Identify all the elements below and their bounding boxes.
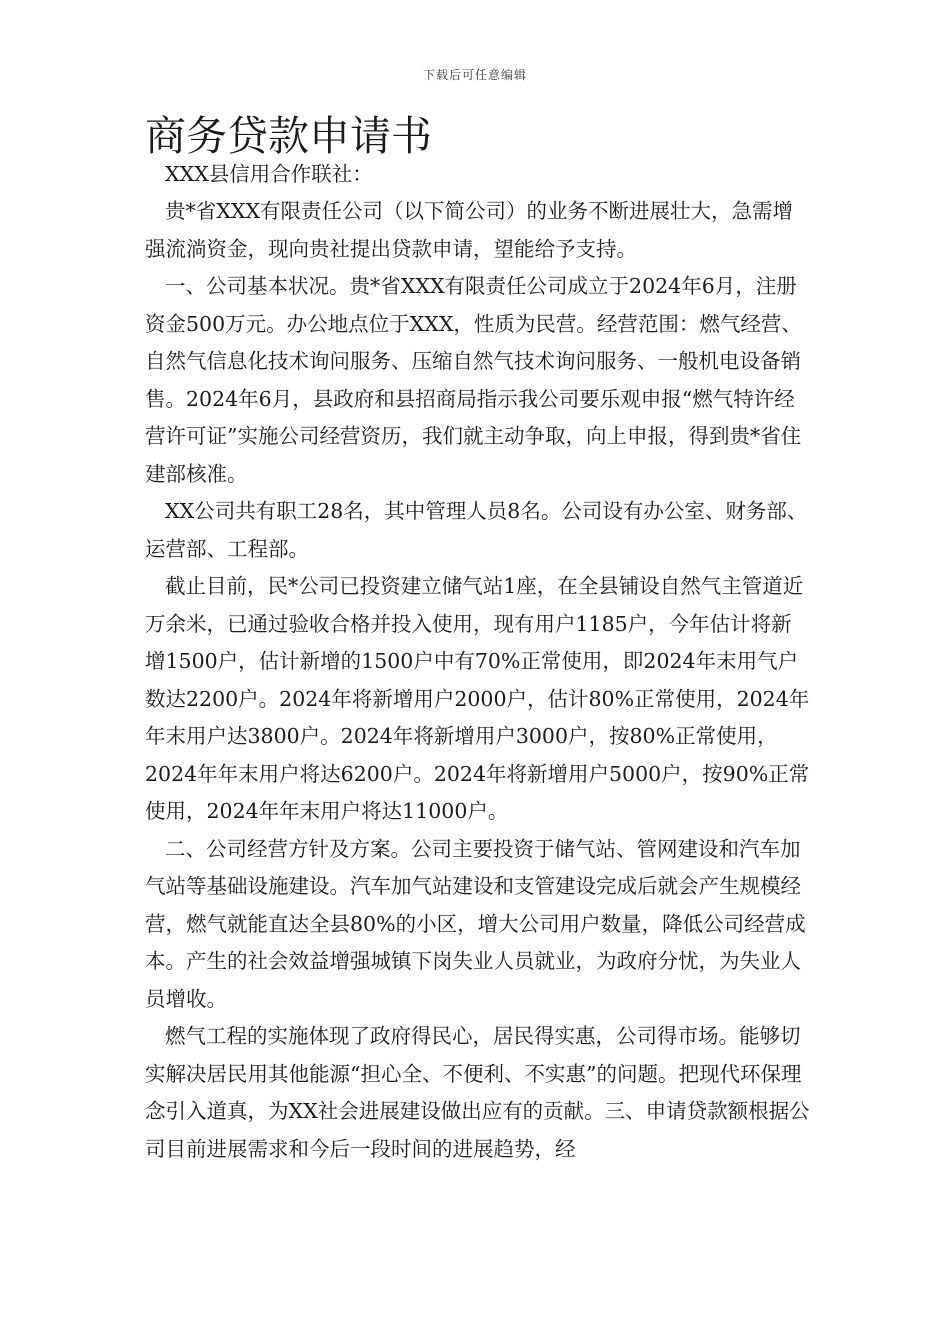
page-header-note: 下载后可任意编辑 xyxy=(422,68,527,82)
paragraph-benefits: 燃气工程的实施体现了政府得民心，居民得实惠，公司得市场。能够切实解决居民用其他能源“担心全、不便利、不实惠”的问题。把现代环保理念引入道真，为XX社会进展建设做出应有的贡献。三、申请贷款额根据公司目前进展需求和今后一段时间的进展趋势，经 xyxy=(145,1024,810,1161)
paragraph-users-forecast: 截止目前，民*公司已投资建立储气站1座，在全县铺设自然气主管道近万余米，已通过验收合格并投入使用，现有用户1185户，今年估计将新增1500户，估计新增的1500户中有70%正常使用，即2024年末用气户数达2200户。2024年将新增用户2000户，估计80%正常使用，2024年年末用户达3800户。2024年将新增用户3000户，按80%正常使用，2024年年末用户将达6200户。2024年将新增用户5000户，按90%正常使用，2024年年末用户将达11000户。 xyxy=(145,574,810,823)
paragraph-staff: XX公司共有职工28名，其中管理人员8名。公司设有办公室、财务部、运营部、工程部。 xyxy=(145,499,808,561)
document-title: 商务贷款申请书 xyxy=(145,112,432,160)
document-body xyxy=(145,112,810,1168)
paragraph-business-plan: 二、公司经营方针及方案。公司主要投资于储气站、管网建设和汽车加气站等基础设施建设。汽车加气站建设和支管建设完成后就会产生规模经营，燃气就能直达全县80%的小区，增大公司用户数量，降低公司经营成本。产生的社会效益增强城镇下岗失业人员就业，为政府分忧，为失业人员增收。 xyxy=(145,836,806,1011)
paragraph-company-overview: 一、公司基本状况。贵*省XXX有限责任公司成立于2024年6月，注册资金500万元。办公地点位于XXX，性质为民营。经营范围：燃气经营、自然气信息化技术询问服务、压缩自然气技术询问服务、一般机电设备销售。2024年6月，县政府和县招商局指示我公司要乐观申报“燃气特许经营许可证”实施公司经营资历，我们就主动争取，向上申报，得到贵*省住建部核准。 xyxy=(145,274,802,486)
paragraph-intro: 贵*省XXX有限责任公司（以下简公司）的业务不断进展壮大，急需增强流淌资金，现向贵社提出贷款申请，望能给予支持。 xyxy=(145,199,794,261)
salutation: XXX县信用合作联社： xyxy=(165,161,373,186)
